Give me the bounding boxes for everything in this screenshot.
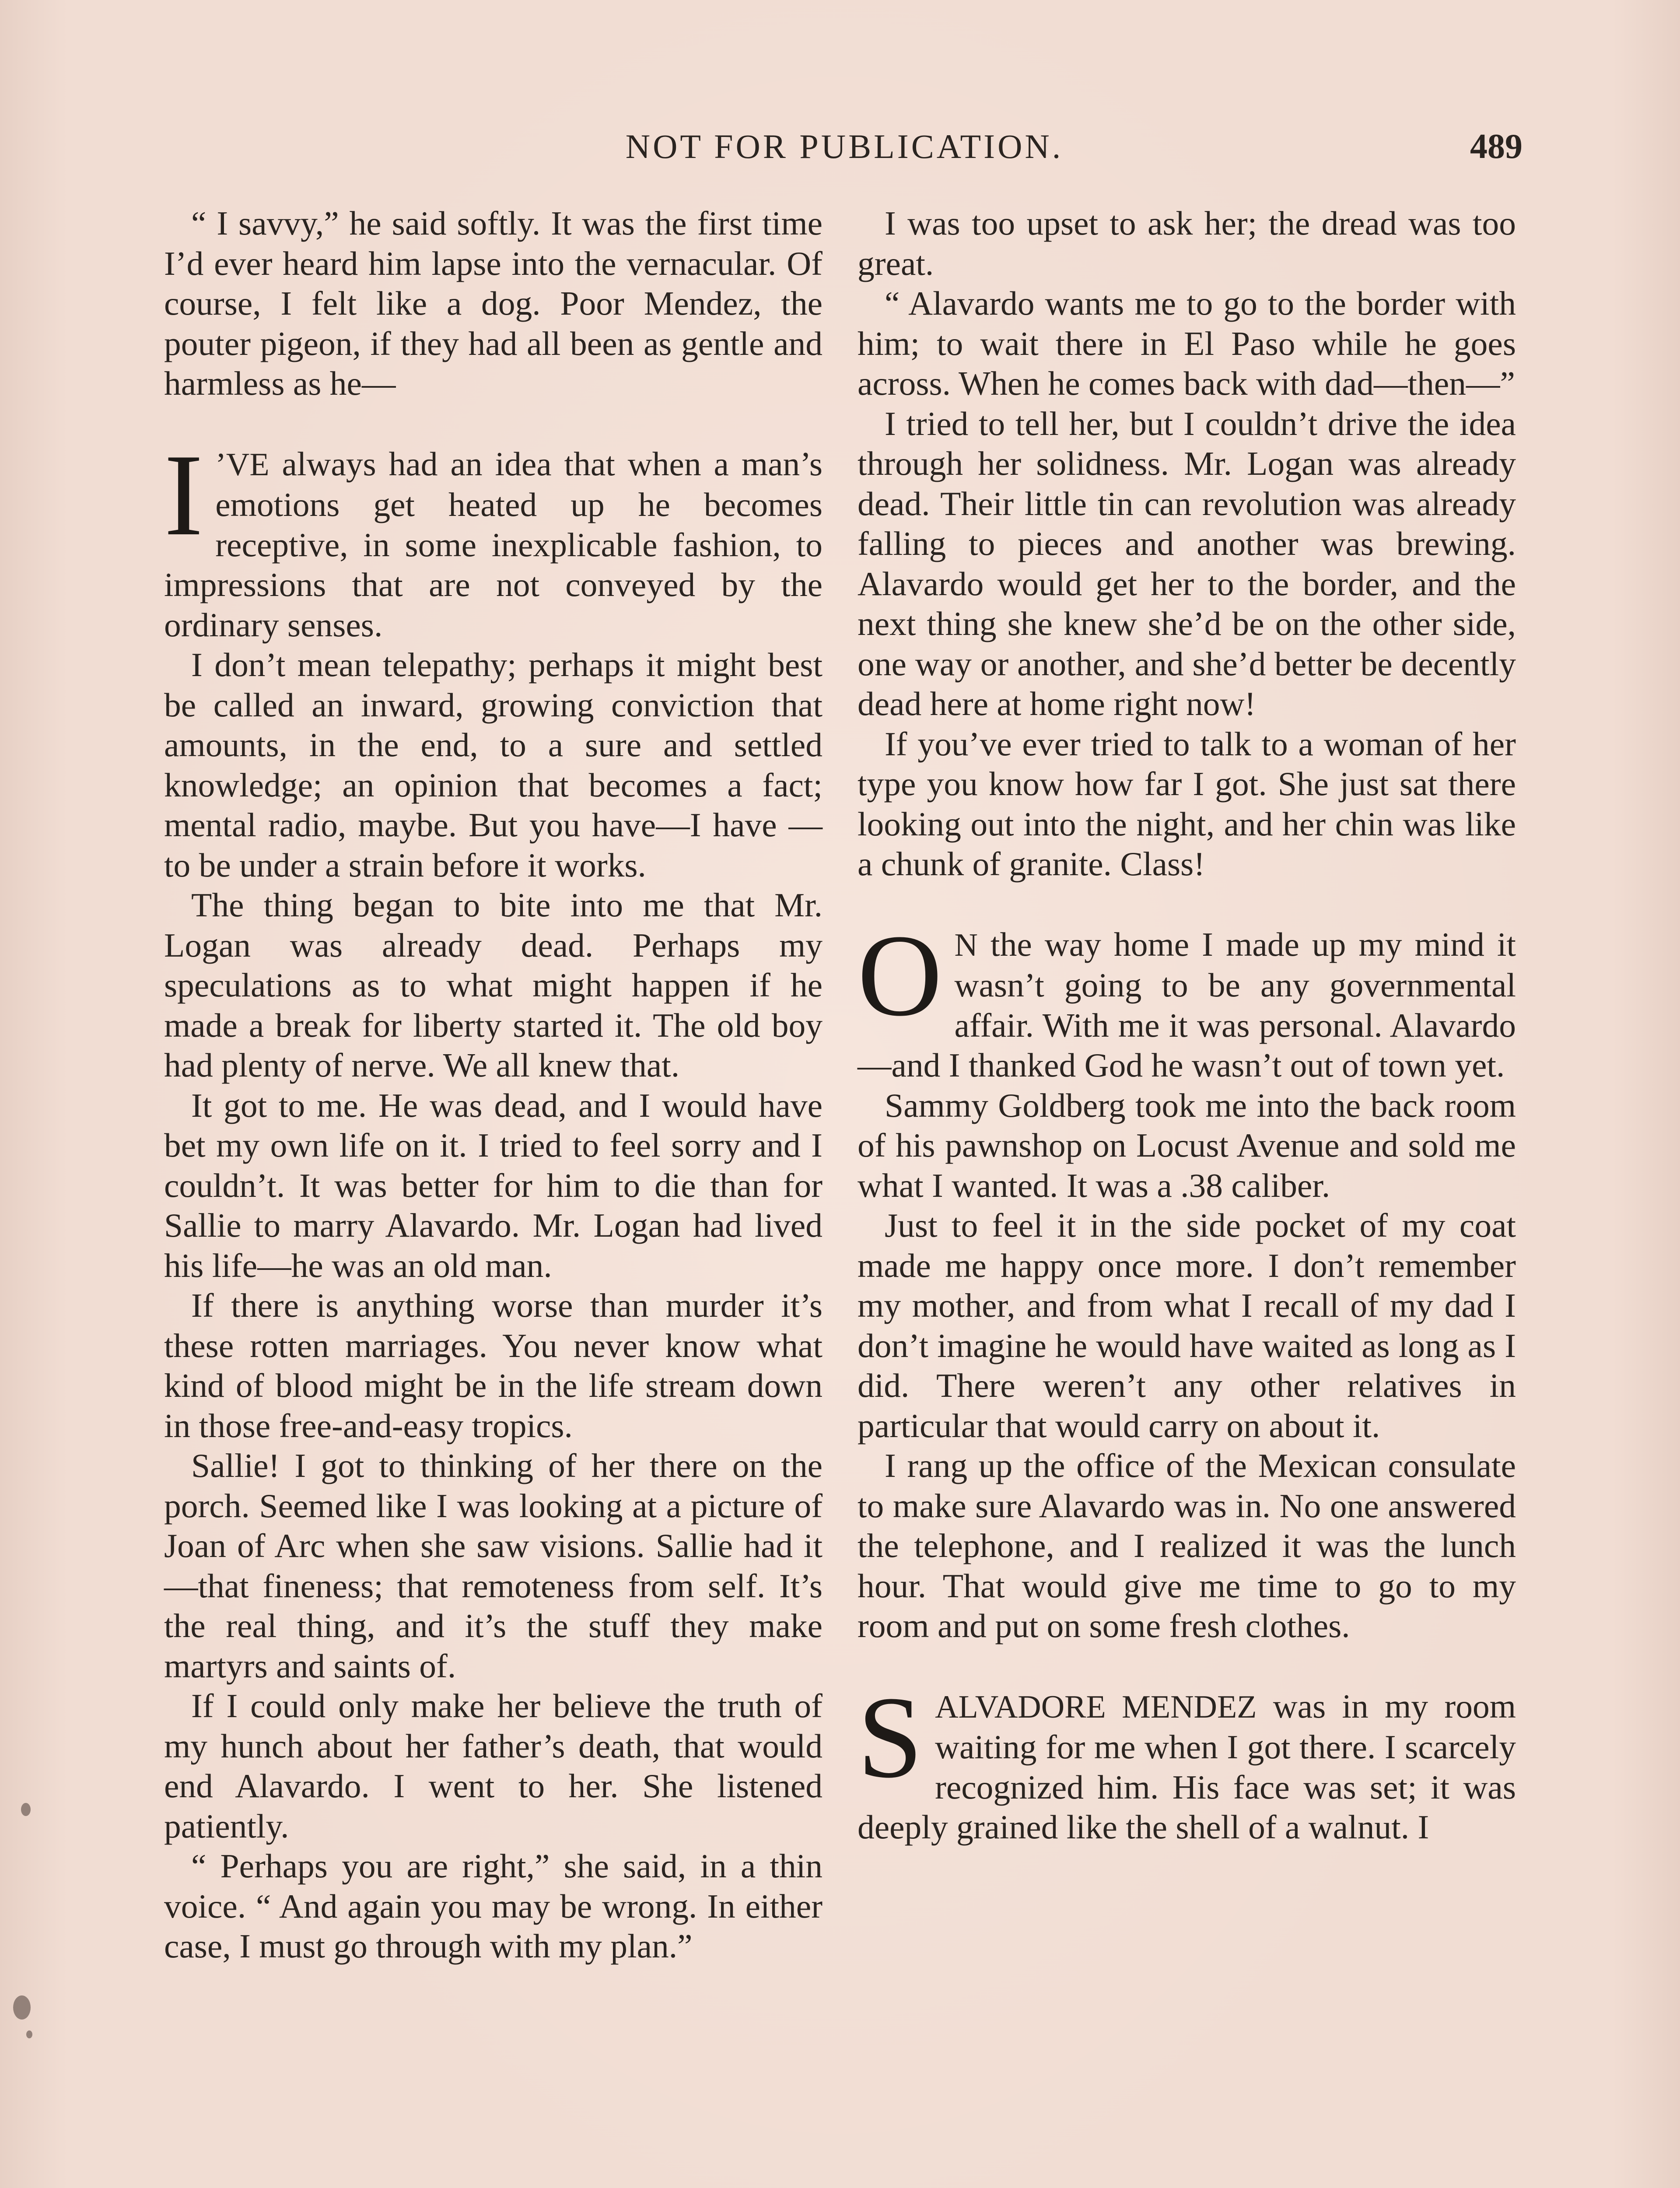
paragraph: I don’t mean telepathy; perhaps it might best be called an inward, growing conviction that amounts, in the end, to a sure and settled knowledge; an opinion that becomes a fact; mental radio, maybe. But you have—I have —to be under a strain before it works. (164, 646, 822, 884)
paragraph: If there is anything worse than murder it’s these rotten marriages. You never know what kind of blood might be in the life stream down in those free-and-easy tropics. (164, 1287, 822, 1445)
paper-blemish (13, 1995, 31, 2020)
paragraph: If you’ve ever tried to talk to a woman of her type you know how far I got. She just sat there looking out into the night, and her chin was like a chunk of granite. Class! (858, 725, 1516, 883)
paragraph: Just to feel it in the side pocket of my coat made me happy once more. I don’t remember my mother, and from what I recall of my dad I don’t imagine he would have waited as long as I did. There weren’t any other relatives in particular that would carry on about it. (858, 1206, 1516, 1445)
running-head: NOT FOR PUBLICATION. (625, 127, 1064, 165)
paragraph-text: was in my room waiting for me when I got there. I scarcely recognized him. His face was set; it was deeply grained like the shell of a walnut. I (858, 1687, 1516, 1846)
paragraph: “ I savvy,” he said softly. It was the first time I’d ever heard him lapse into the vernacular. Of course, I felt like a dog. Poor Mendez, the pouter pigeon, if they had all been as gentle and harmless as he— (164, 204, 822, 402)
drop-cap: S (858, 1672, 923, 1802)
left-column (164, 203, 822, 1967)
paragraph: Sallie! I got to thinking of her there on the porch. Seemed like I was looking at a picture of Joan of Arc when she saw visions. Sallie had it—that fineness; that remoteness from self. It’s the real thing, and it’s the stuff they make martyrs and saints of. (164, 1447, 822, 1685)
paper-blemish (21, 1803, 31, 1816)
section-start-paragraph (164, 429, 822, 645)
paragraph: I was too upset to ask her; the dread was too great. (858, 204, 1516, 282)
right-column (858, 203, 1516, 1848)
paragraph: “ Perhaps you are right,” she said, in a thin voice. “ And again you may be wrong. In either case, I must go through with my plan.” (164, 1847, 822, 1965)
paragraph: “ Alavardo wants me to go to the border with him; to wait there in El Paso while he goes across. When he comes back with dad—then—” (858, 284, 1516, 402)
paragraph-text: always had an idea that when a man’s emotions get heated up he becomes receptive, in some inexplicable fashion, to impressions that are not conveyed by the ordinary senses. (164, 445, 822, 644)
paragraph: I tried to tell her, but I couldn’t drive the idea through her solidness. Mr. Logan was already dead. Their little tin can revolution was already falling to pieces and another was brewing. Alavardo would get her to the border, and the next thing she knew she’d be on the other side, one way or another, and she’d better be decently dead here at home right now! (858, 404, 1516, 722)
lead-in: ALVADORE MENDEZ (935, 1689, 1257, 1725)
paper-blemish (26, 2030, 32, 2038)
paragraph: If I could only make her believe the truth of my hunch about her father’s death, that would end Alavardo. I went to her. She listened patiently. (164, 1687, 822, 1845)
paragraph: It got to me. He was dead, and I would have bet my own life on it. I tried to feel sorry and I couldn’t. It was better for him to die than for Sallie to marry Alavardo. Mr. Logan had lived his life—he was an old man. (164, 1086, 822, 1284)
lead-in: N (954, 927, 978, 963)
paragraph: The thing began to bite into me that Mr. Logan was already dead. Perhaps my speculations as to what might happen if he made a break for liberty started it. The old boy had plenty of nerve. We all knew that. (164, 886, 822, 1084)
paragraph: Sammy Goldberg took me into the back room of his pawnshop on Locust Avenue and sold me what I wanted. It was a .38 caliber. (858, 1086, 1516, 1204)
lead-in: ’VE (215, 446, 270, 483)
page-header (166, 127, 1522, 179)
paragraph-text: the way home I made up my mind it wasn’t going to be any governmental affair. With me it was personal. Alavardo—and I thanked God he wasn’t out of town yet. (858, 925, 1516, 1084)
drop-cap: I (164, 429, 203, 560)
section-start-paragraph (858, 910, 1516, 1086)
section-start-paragraph (858, 1672, 1516, 1848)
page-number: 489 (1470, 127, 1522, 166)
drop-cap: O (858, 910, 942, 1040)
paragraph: I rang up the office of the Mexican consulate to make sure Alavardo was in. No one answered the telephone, and I realized it was the lunch hour. That would give me time to go to my room and put on some fresh clothes. (858, 1447, 1516, 1645)
